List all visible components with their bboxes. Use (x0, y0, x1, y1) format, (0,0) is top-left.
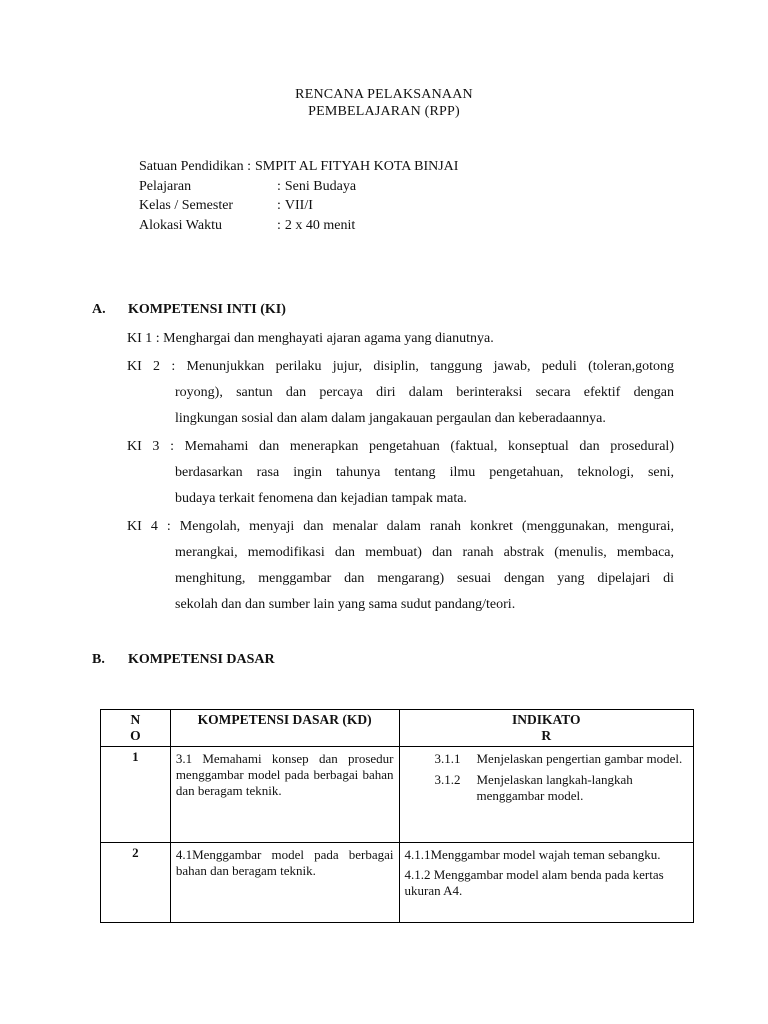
kelas-value: VII/I (284, 198, 313, 213)
indicator-item: 4.1.2 Menggambar model alam benda pada kertas ukuran A4. (404, 867, 664, 898)
ki-3 (127, 434, 674, 512)
indicator-number: 3.1.2 (434, 772, 461, 787)
satuan-label: Satuan Pendidikan (139, 159, 244, 174)
satuan-value: SMPIT AL FITYAH KOTA BINJAI (255, 159, 459, 174)
kd-table (100, 709, 694, 923)
title-line-1: RENCANA PELAKSANAAN (295, 87, 473, 102)
ki-4-line-1: KI 4 : Mengolah, menyaji dan menalar dalam ranah konkret (menggunakan, mengurai, (127, 519, 674, 534)
satuan-separator: : (247, 159, 251, 174)
header-no (101, 710, 171, 747)
indicator-number: 3.1.1 (434, 751, 461, 766)
header-kd: KOMPETENSI DASAR (KD) (170, 710, 399, 747)
indicator-text: Menjelaskan langkah-langkah menggambar model. (476, 772, 633, 803)
ki-4 (127, 514, 674, 618)
row-1-no: 1 (101, 747, 171, 843)
ki-1 (127, 326, 674, 352)
header-ind-line-2: R (541, 728, 552, 743)
ki-list (127, 326, 674, 620)
kelas-separator: : (277, 198, 281, 213)
ki-4-line-4: sekolah dan dan sumber lain yang sama sudut pandang/teori. (175, 597, 516, 612)
row-2-indicators (399, 843, 694, 923)
identity-row-pelajaran (139, 177, 458, 197)
section-a-heading (92, 301, 286, 319)
identity-row-satuan (139, 157, 458, 177)
ki-3-line-3: budaya terkait fenomena dan kejadian tampak mata. (175, 491, 467, 506)
pelajaran-value: Seni Budaya (284, 178, 357, 194)
ki-3-line-2: berdasarkan rasa ingin tahunya tentang ilmu pengetahuan, teknologi, seni, (175, 465, 674, 480)
pelajaran-separator: : (277, 178, 281, 194)
section-b-title: KOMPETENSI DASAR (128, 652, 275, 667)
kelas-label: Kelas / Semester (139, 198, 234, 213)
ki-3-line-1: KI 3 : Memahami dan menerapkan pengetahuan (faktual, konseptual dan prosedural) (127, 439, 674, 454)
indicator-item (405, 751, 689, 767)
alokasi-value: 2 x 40 menit (284, 217, 356, 233)
ki-1-line-1: KI 1 : Menghargai dan menghayati ajaran agama yang dianutnya. (127, 331, 494, 346)
header-ind-line-1: INDIKATO (511, 712, 581, 727)
indicator-item: 4.1.1Menggambar model wajah teman sebangku. (404, 847, 661, 862)
ki-4-line-2: merangkai, memodifikasi dan membuat) dan ranah abstrak (menulis, membaca, (175, 545, 674, 560)
section-b-letter: B. (92, 652, 105, 667)
header-indikator (399, 710, 694, 747)
ki-2-line-3: lingkungan sosial dan alam dalam jangakauan pergaulan dan keberadaannya. (175, 411, 606, 426)
section-b-heading (92, 651, 275, 669)
row-2-kd: 4.1Menggambar model pada berbagai bahan dan beragam teknik. (170, 843, 399, 923)
identity-row-alokasi (139, 216, 458, 236)
alokasi-label: Alokasi Waktu (139, 217, 222, 233)
header-no-line-1: N (130, 712, 141, 727)
title-line-2: PEMBELAJARAN (RPP) (308, 104, 460, 119)
identity-block (139, 157, 458, 235)
identity-row-kelas (139, 196, 458, 216)
document-title (0, 86, 768, 120)
ki-2-line-2: royong), santun dan percaya diri dalam berinteraksi secara efektif dengan (175, 385, 674, 400)
ki-2-line-1: KI 2 : Menunjukkan perilaku jujur, disiplin, tanggung jawab, peduli (toleran,gotong (127, 359, 674, 374)
row-1-indicators (399, 747, 694, 843)
pelajaran-label: Pelajaran (139, 178, 192, 194)
indicator-item (405, 772, 689, 804)
ki-2 (127, 354, 674, 432)
indicator-text: Menjelaskan pengertian gambar model. (476, 751, 683, 766)
table-row (101, 747, 694, 843)
section-a-title: KOMPETENSI INTI (KI) (128, 302, 286, 317)
alokasi-separator: : (277, 217, 281, 233)
ki-4-line-3: menghitung, menggambar dan mengarang) sesuai dengan yang dipelajari di (175, 571, 674, 586)
section-a-letter: A. (92, 302, 106, 317)
row-2-no: 2 (101, 843, 171, 923)
kd-table-header-row (101, 710, 694, 747)
header-no-line-2: O (130, 728, 141, 743)
row-1-kd: 3.1 Memahami konsep dan prosedur menggambar model pada berbagai bahan dan beragam teknik. (170, 747, 399, 843)
table-row (101, 843, 694, 923)
